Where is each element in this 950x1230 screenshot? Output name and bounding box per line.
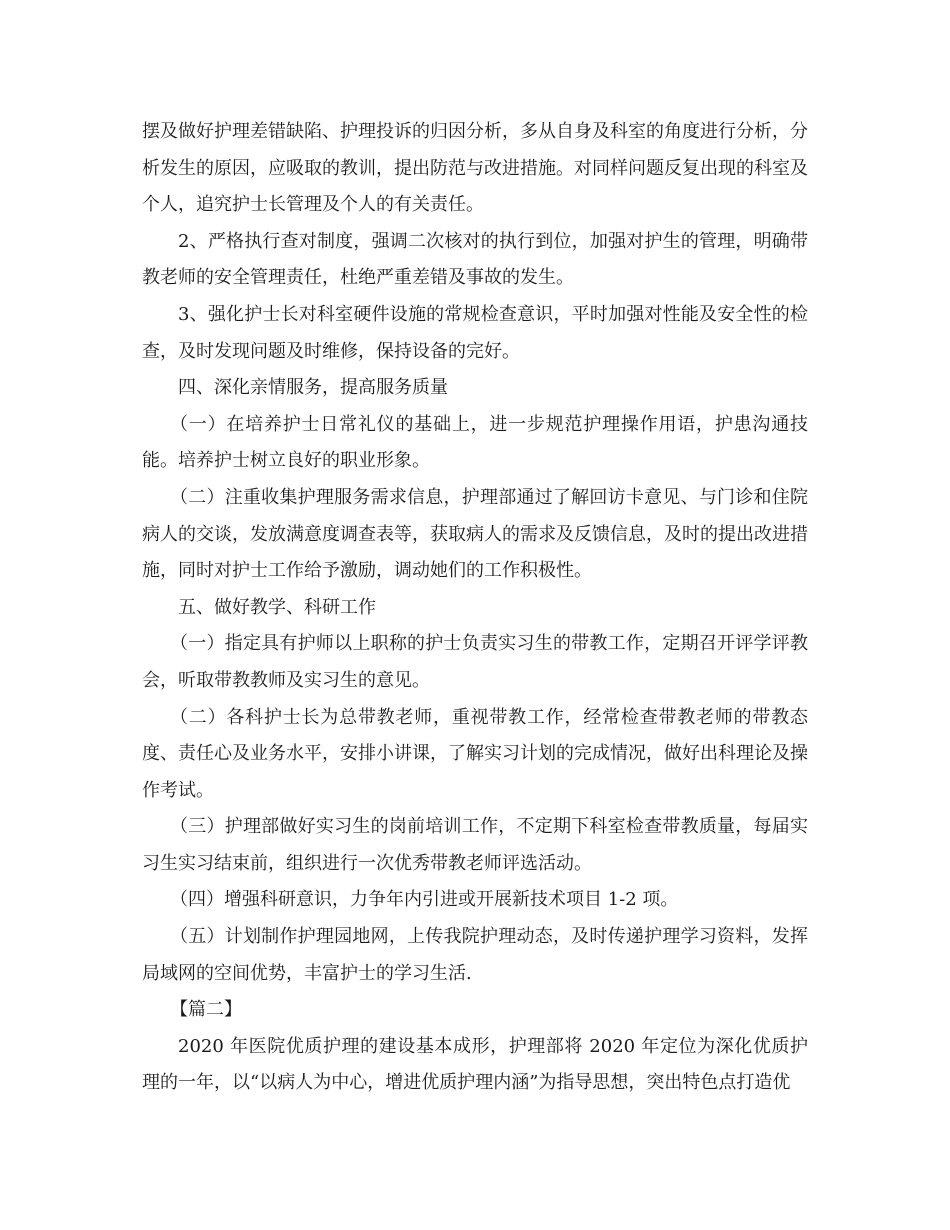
paragraph-continuation: 摆及做好护理差错缺陷、护理投诉的归因分析，多从自身及科室的角度进行分析，分析发生的原因，应吸取的教训，提出防范与改进措施。对同样问题反复出现的科室及个人，追究护士长管理及个人的有关责任。	[142, 121, 808, 216]
paragraph-4-1: （一）在培养护士日常礼仪的基础上，进一步规范护理操作用语，护患沟通技能。培养护士树立良好的职业形象。	[142, 413, 808, 472]
section-heading-4: 四、深化亲情服务，提高服务质量	[178, 377, 448, 399]
paragraph-5-5: （五）计划制作护理园地网，上传我院护理动态，及时传递护理学习资料，发挥局域网的空间优势，丰富护士的学习生活.	[142, 926, 808, 984]
document-body	[142, 114, 808, 1102]
paragraph-5-2: （二）各科护士长为总带教老师，重视带教工作，经常检查带教老师的带教态度、责任心及业务水平，安排小讲课，了解实习计划的完成情况，做好出科理论及操作考试。	[142, 706, 808, 801]
paragraph-4-2: （二）注重收集护理服务需求信息，护理部通过了解回访卡意见、与门诊和住院病人的交谈，发放满意度调查表等，获取病人的需求及反馈信息，及时的提出改进措施，同时对护士工作给予激励，调动她们的工作积极性。	[142, 486, 808, 582]
part-two-heading: 【篇二】	[170, 999, 242, 1021]
paragraph-part-two-intro: 2020 年医院优质护理的建设基本成形，护理部将 2020 年定位为深化优质护理的一年，以“以病人为中心，增进优质护理内涵”为指导思想，突出特色点打造优	[142, 1035, 808, 1094]
paragraph-item-3: 3、强化护士长对科室硬件设施的常规检查意识，平时加强对性能及安全性的检查，及时发现问题及时维修，保持设备的完好。	[142, 303, 808, 362]
paragraph-5-3: （三）护理部做好实习生的岗前培训工作，不定期下科室检查带教质量，每届实习生实习结束前，组织进行一次优秀带教老师评选活动。	[142, 816, 808, 874]
section-heading-5: 五、做好教学、科研工作	[178, 596, 376, 618]
paragraph-5-4: （四）增强科研意识，力争年内引进或开展新技术项目 1-2 项。	[170, 889, 679, 911]
paragraph-item-2: 2、严格执行查对制度，强调二次核对的执行到位，加强对护生的管理，明确带教老师的安全管理责任，杜绝严重差错及事故的发生。	[142, 230, 808, 289]
paragraph-5-1: （一）指定具有护师以上职称的护士负责实习生的带教工作，定期召开评学评教会，听取带教教师及实习生的意见。	[142, 633, 808, 691]
